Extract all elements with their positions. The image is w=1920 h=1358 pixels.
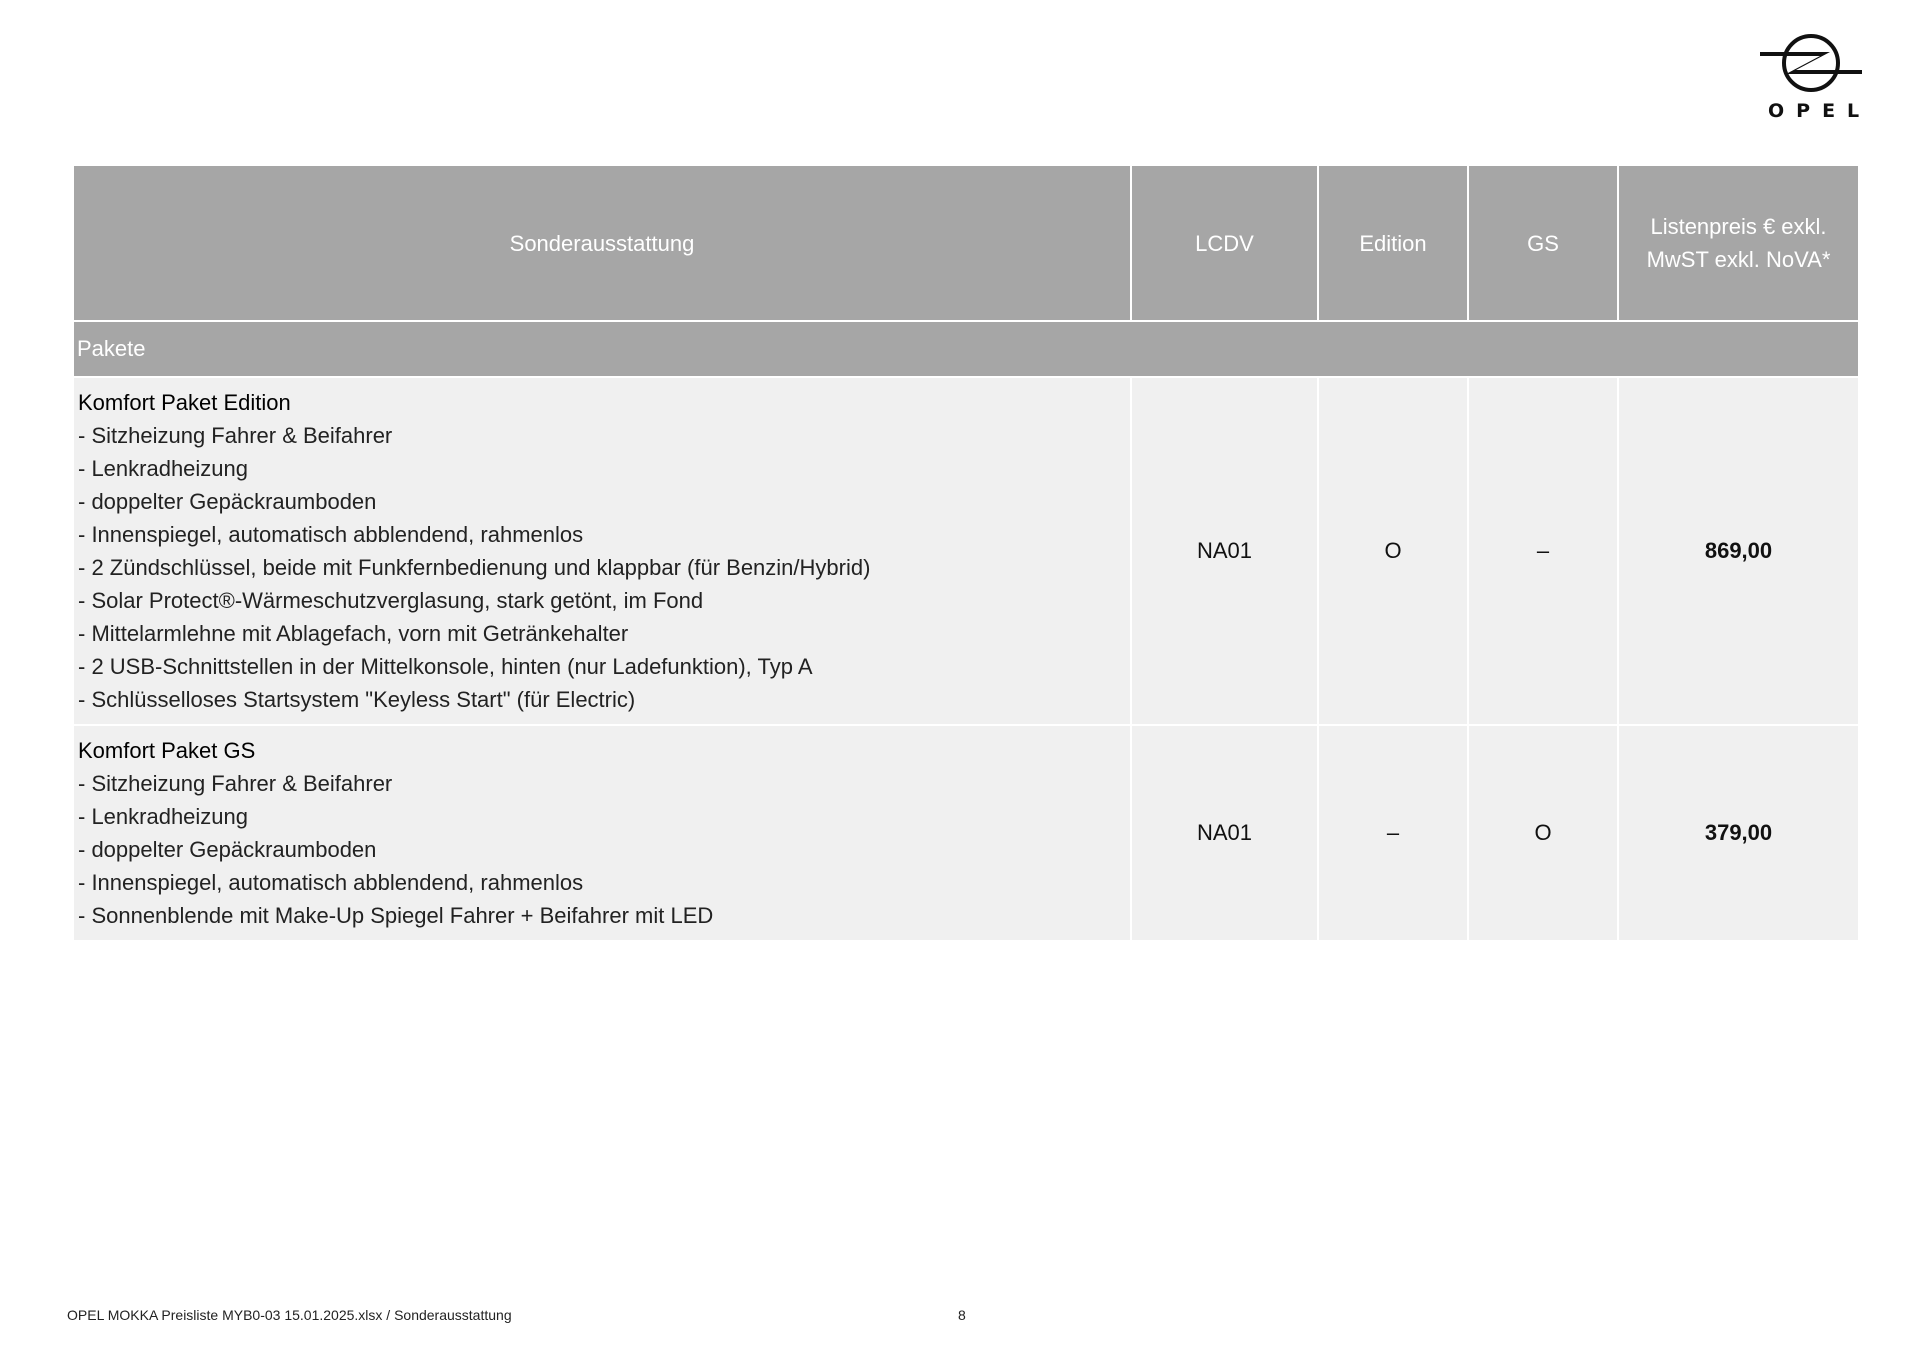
feature-item: - Innenspiegel, automatisch abblendend, rahmenlos — [78, 522, 584, 547]
header-price-line1: Listenpreis € exkl. — [1650, 214, 1827, 239]
feature-item: - Sitzheizung Fahrer & Beifahrer — [78, 771, 393, 796]
section-title: Pakete — [73, 321, 1859, 377]
gs-availability: O — [1468, 725, 1618, 941]
list-price: 869,00 — [1618, 377, 1859, 725]
opel-blitz-icon — [1756, 30, 1866, 98]
feature-item: - Lenkradheizung — [78, 804, 249, 829]
feature-item: - Lenkradheizung — [78, 456, 249, 481]
header-edition: Edition — [1318, 165, 1468, 321]
feature-item: - Sitzheizung Fahrer & Beifahrer — [78, 423, 393, 448]
lcdv-code: NA01 — [1131, 725, 1318, 941]
section-row — [73, 321, 1859, 377]
list-price: 379,00 — [1618, 725, 1859, 941]
table-row — [73, 725, 1859, 941]
options-price-table — [72, 164, 1860, 942]
feature-item: - Sonnenblende mit Make-Up Spiegel Fahrer + Beifahrer mit LED — [78, 903, 714, 928]
footer-source: OPEL MOKKA Preisliste MYB0-03 15.01.2025.xlsx / Sonderausstattung — [67, 1307, 512, 1323]
table-row — [73, 377, 1859, 725]
package-description — [73, 725, 1131, 941]
header-option: Sonderausstattung — [73, 165, 1131, 321]
feature-item: - 2 USB-Schnittstellen in der Mittelkonsole, hinten (nur Ladefunktion), Typ A — [78, 654, 813, 679]
page-number: 8 — [958, 1307, 966, 1323]
feature-item: - Innenspiegel, automatisch abblendend, rahmenlos — [78, 870, 584, 895]
feature-item: - Mittelarmlehne mit Ablagefach, vorn mit Getränkehalter — [78, 621, 629, 646]
package-title: Komfort Paket GS — [78, 738, 256, 763]
header-price — [1618, 165, 1859, 321]
feature-item: - doppelter Gepäckraumboden — [78, 837, 377, 862]
header-price-line2: MwST exkl. NoVA* — [1646, 247, 1831, 272]
feature-item: - Solar Protect®-Wärmeschutzverglasung, stark getönt, im Fond — [78, 588, 704, 613]
brand-name: OPEL — [1768, 100, 1872, 122]
gs-availability: – — [1468, 377, 1618, 725]
feature-item: - Schlüsselloses Startsystem "Keyless Start" (für Electric) — [78, 687, 636, 712]
header-gs: GS — [1468, 165, 1618, 321]
table-header-row — [73, 165, 1859, 321]
header-lcdv: LCDV — [1131, 165, 1318, 321]
lcdv-code: NA01 — [1131, 377, 1318, 725]
opel-logo — [1756, 30, 1872, 126]
package-title: Komfort Paket Edition — [78, 390, 291, 415]
edition-availability: O — [1318, 377, 1468, 725]
package-description — [73, 377, 1131, 725]
feature-item: - 2 Zündschlüssel, beide mit Funkfernbedienung und klappbar (für Benzin/Hybrid) — [78, 555, 871, 580]
edition-availability: – — [1318, 725, 1468, 941]
feature-item: - doppelter Gepäckraumboden — [78, 489, 377, 514]
